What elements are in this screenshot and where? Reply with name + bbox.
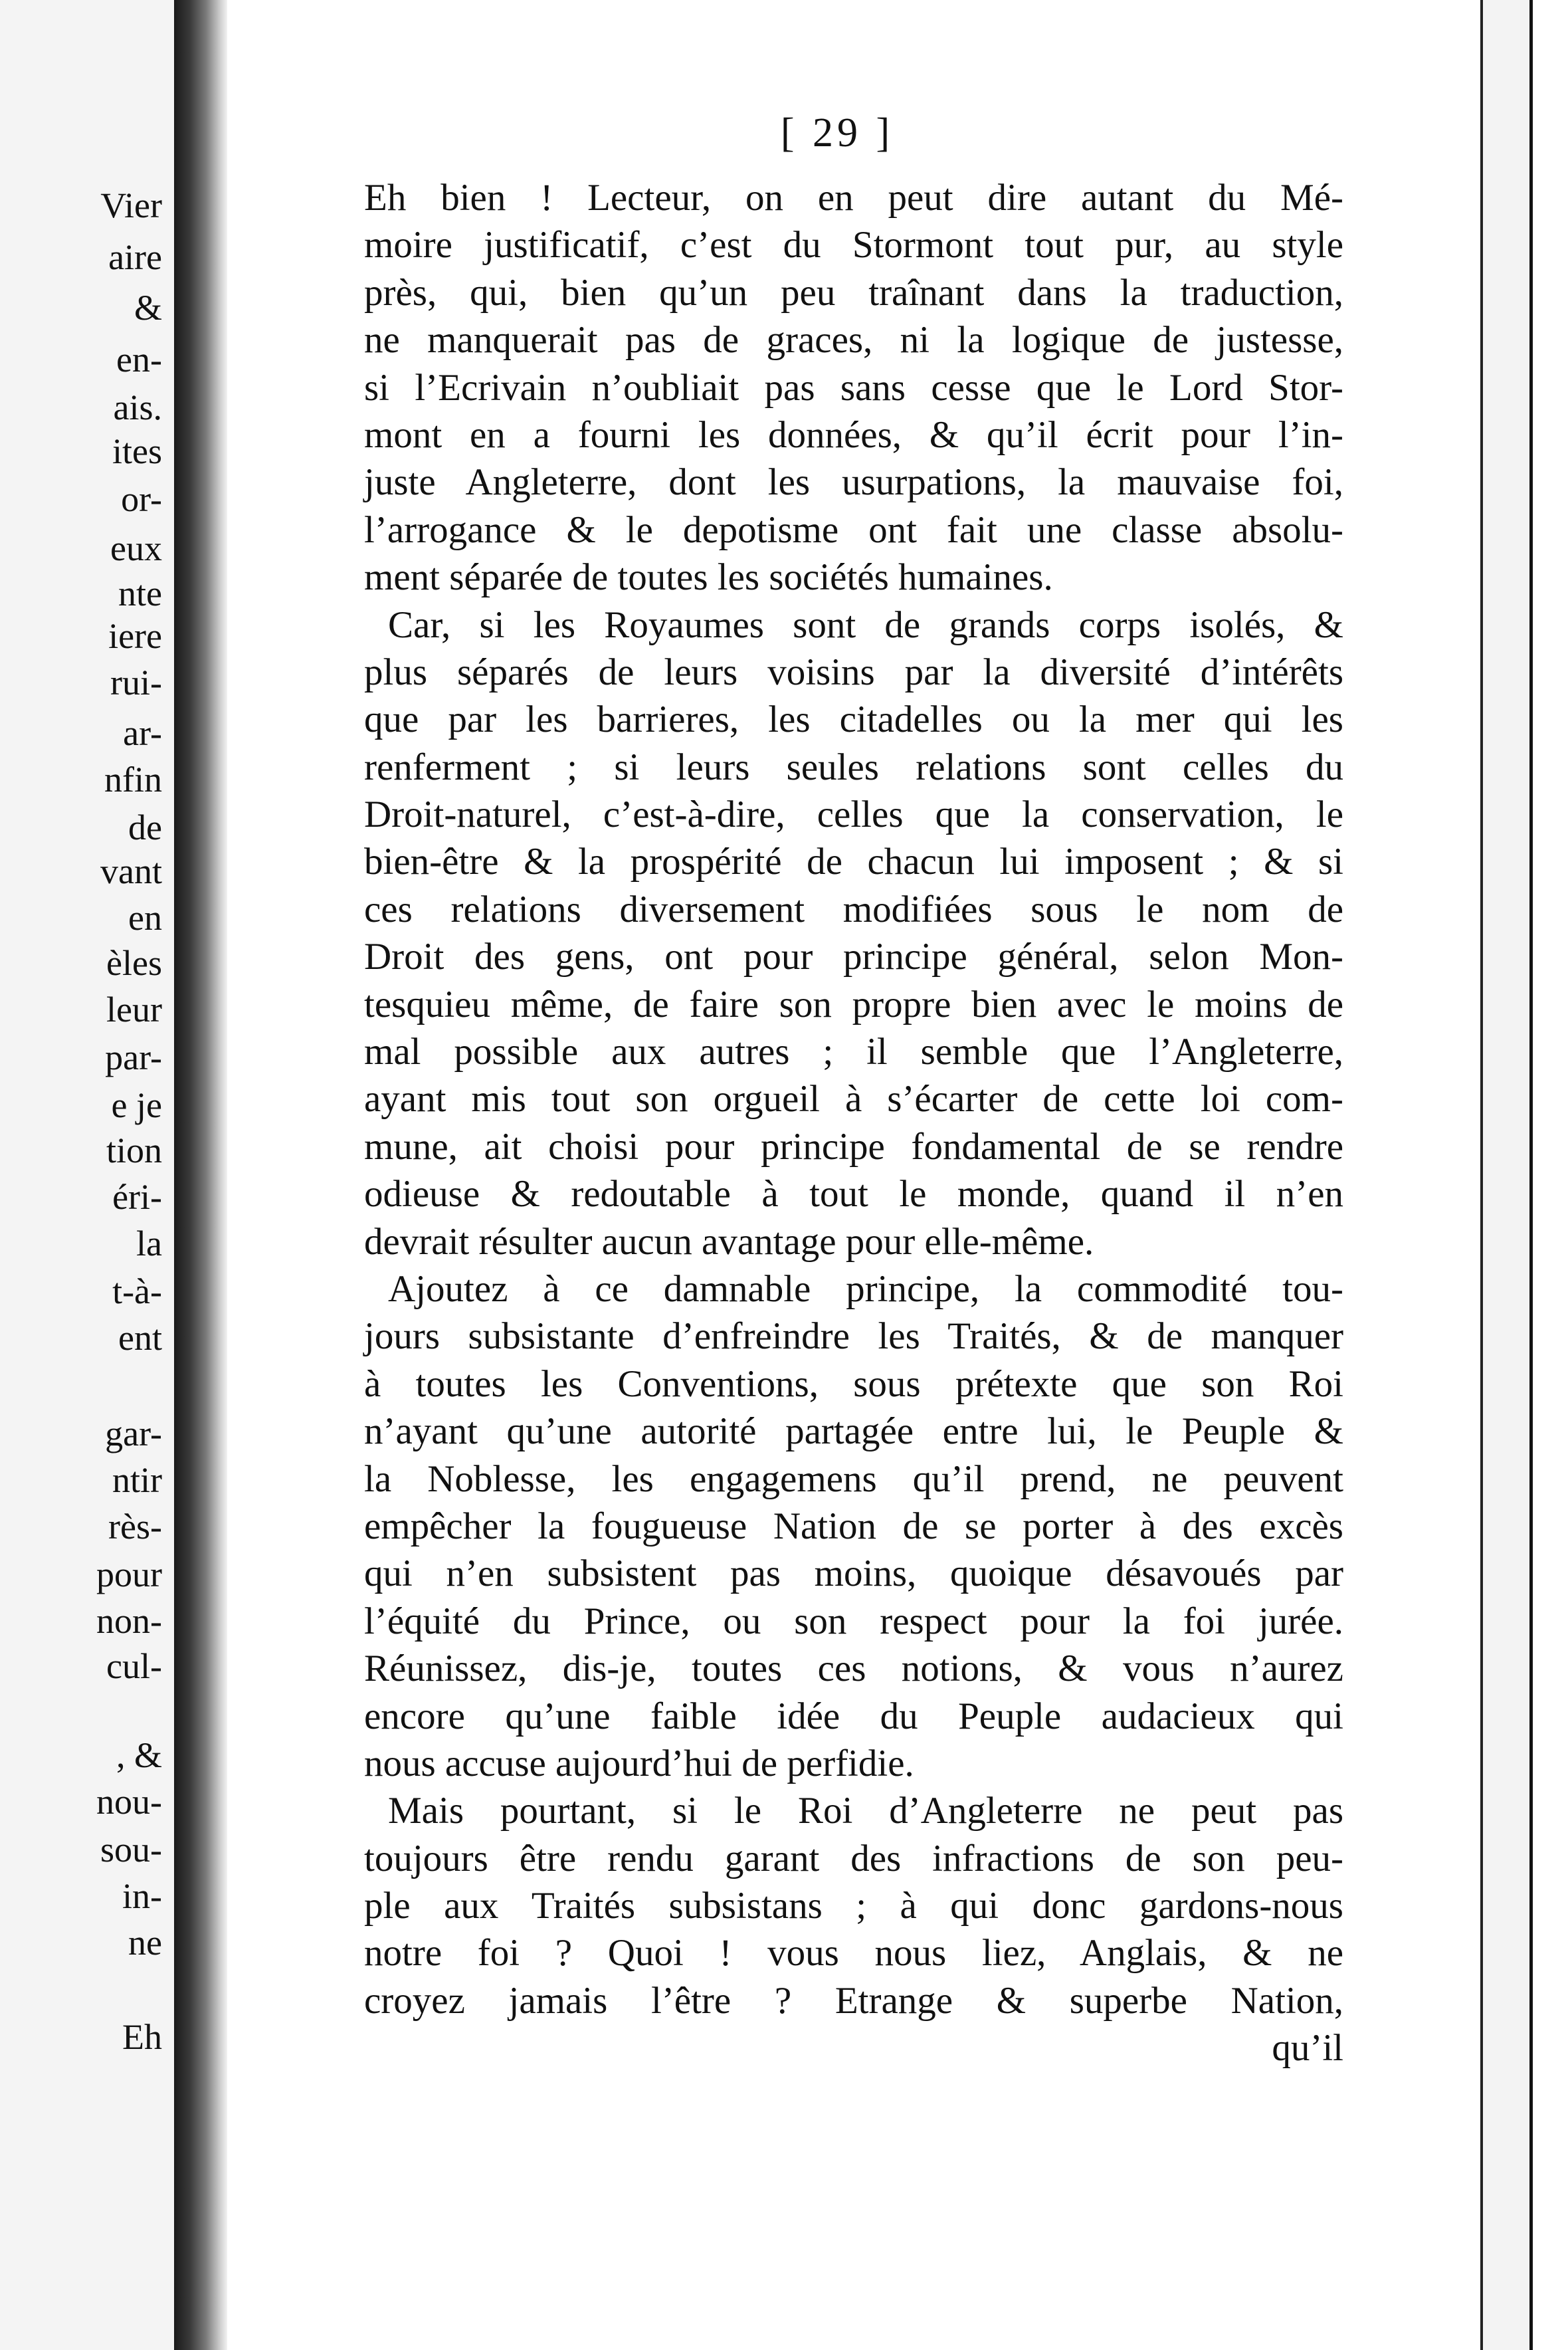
left-page-fragment: Vier [100,185,162,225]
left-page-fragment: e je [111,1085,162,1125]
left-page-fragment: cul- [106,1646,162,1686]
left-page-fragment: sou- [100,1830,162,1869]
left-page-fragment: vant [100,851,162,891]
text-line: Ajoutez à ce damnable principe, la commodité tou- [388,1267,1343,1310]
text-line: Eh bien ! Lecteur, on en peut dire autant du Mé- [364,177,1343,219]
left-page-fragment: nfin [104,760,162,800]
left-page-fragment: or- [121,479,162,519]
text-line: l’arrogance & le depotisme ont fait une classe absolu- [364,508,1343,551]
book-gutter-shadow [174,0,227,2350]
text-line: moire justificatif, c’est du Stormont tout pur, au style [364,224,1343,267]
text-line: mont en a fourni les données, & qu’il écrit pour l’in- [364,413,1343,456]
left-page-fragment: ais. [113,387,162,427]
left-page-fragment: ne [128,1923,162,1963]
catchword: qu’il [1272,2027,1343,2070]
text-line: qui n’en subsistent pas moins, quoique désavoués par [364,1552,1343,1595]
text-line: tesquieu même, de faire son propre bien avec le moins de [364,983,1343,1025]
left-page-fragment: leur [106,990,162,1029]
left-page-fragment: la [136,1224,162,1263]
text-line: bien-être & la prospérité de chacun lui imposent ; & si [364,841,1343,883]
text-line: empêcher la fougueuse Nation de se porter à des excès [364,1505,1343,1547]
text-line: Droit des gens, ont pour principe général, selon Mon- [364,936,1343,978]
left-page-fragment: , & [116,1735,162,1775]
text-line: nous accuse aujourd’hui de perfidie. [364,1742,914,1784]
left-page-fragment: nte [118,574,162,613]
left-page-fragment: t-à- [112,1271,162,1311]
text-line: la Noblesse, les engagemens qu’il prend, ne peuvent [364,1457,1343,1500]
left-page-fragment: pour [96,1554,162,1594]
text-line: Mais pourtant, si le Roi d’Angleterre ne peut pas [388,1790,1343,1832]
text-line: mal possible aux autres ; il semble que l’Angleterre, [364,1031,1343,1073]
left-page-fragment: ites [112,431,162,471]
text-line: Droit-naturel, c’est-à-dire, celles que la conservation, le [364,794,1343,836]
left-page-fragment: aire [108,237,162,277]
text-line: n’ayant qu’une autorité partagée entre lui, le Peuple & [364,1410,1343,1453]
text-line: encore qu’une faible idée du Peuple audacieux qui [364,1695,1343,1737]
page-block-edge [1483,0,1529,2350]
text-line: ces relations diversement modifiées sous le nom de [364,888,1343,930]
text-line: l’équité du Prince, ou son respect pour la foi jurée. [364,1600,1343,1642]
text-line: devrait résulter aucun avantage pour elle-même. [364,1220,1094,1263]
left-page-fragment: par- [105,1037,162,1077]
text-line: ne manquerait pas de graces, ni la logique de justesse, [364,319,1343,362]
left-page-fragment: in- [122,1876,162,1916]
text-line: toujours être rendu garant des infractions de son peu- [364,1837,1343,1879]
left-page-fragment: ent [118,1318,162,1358]
left-page-fragment: iere [108,616,162,656]
left-page-fragment: non- [96,1601,162,1641]
left-page-fragment: eux [110,528,162,568]
left-page-fragment: gar- [105,1414,162,1453]
text-line: jours subsistante d’enfreindre les Traités, & de manquer [364,1315,1343,1358]
text-line: notre foi ? Quoi ! vous nous liez, Anglais, & ne [364,1932,1343,1975]
left-page-fragment: ar- [123,713,162,753]
page-number: [ 29 ] [780,110,894,156]
left-page-fragment: tion [106,1130,162,1170]
text-line: que par les barrieres, les citadelles ou la mer qui les [364,698,1343,741]
left-facing-page [0,0,174,2350]
text-line: Car, si les Royaumes sont de grands corps isolés, & [388,603,1343,646]
text-line: Réunissez, dis-je, toutes ces notions, & vous n’aurez [364,1648,1343,1690]
left-page-fragment: Eh [122,2017,162,2057]
scan-margin [1533,0,1568,2350]
text-line: plus séparés de leurs voisins par la diversité d’intérêts [364,651,1343,693]
left-page-fragment: & [134,288,162,328]
text-line: si l’Ecrivain n’oubliait pas sans cesse que le Lord Stor- [364,366,1343,409]
page-body-text [364,174,1343,2072]
left-page-fragment: éri- [112,1177,162,1217]
left-page-fragment: èles [106,943,162,983]
left-page-fragment: en [128,898,162,938]
text-line: ple aux Traités subsistans ; à qui donc gardons-nous [364,1885,1343,1927]
text-line: ayant mis tout son orgueil à s’écarter de cette loi com- [364,1078,1343,1121]
text-line: près, qui, bien qu’un peu traînant dans la traduction, [364,271,1343,314]
text-line: mune, ait choisi pour principe fondamental de se rendre [364,1125,1343,1168]
left-page-fragment: rui- [110,663,162,702]
left-page-fragment: de [128,807,162,847]
text-line: croyez jamais l’être ? Etrange & superbe Nation, [364,1979,1343,2022]
text-line: à toutes les Conventions, sous prétexte que son Roi [364,1362,1343,1405]
text-line: ment séparée de toutes les sociétés humaines. [364,556,1053,599]
text-line: juste Angleterre, dont les usurpations, la mauvaise foi, [364,461,1343,504]
left-page-fragment: ntir [112,1460,162,1500]
text-line: odieuse & redoutable à tout le monde, quand il n’en [364,1173,1343,1216]
left-page-fragment: en- [116,340,162,379]
text-line: renferment ; si leurs seules relations sont celles du [364,746,1343,788]
left-page-fragment: nou- [96,1782,162,1822]
left-page-fragment: rès- [108,1507,162,1547]
